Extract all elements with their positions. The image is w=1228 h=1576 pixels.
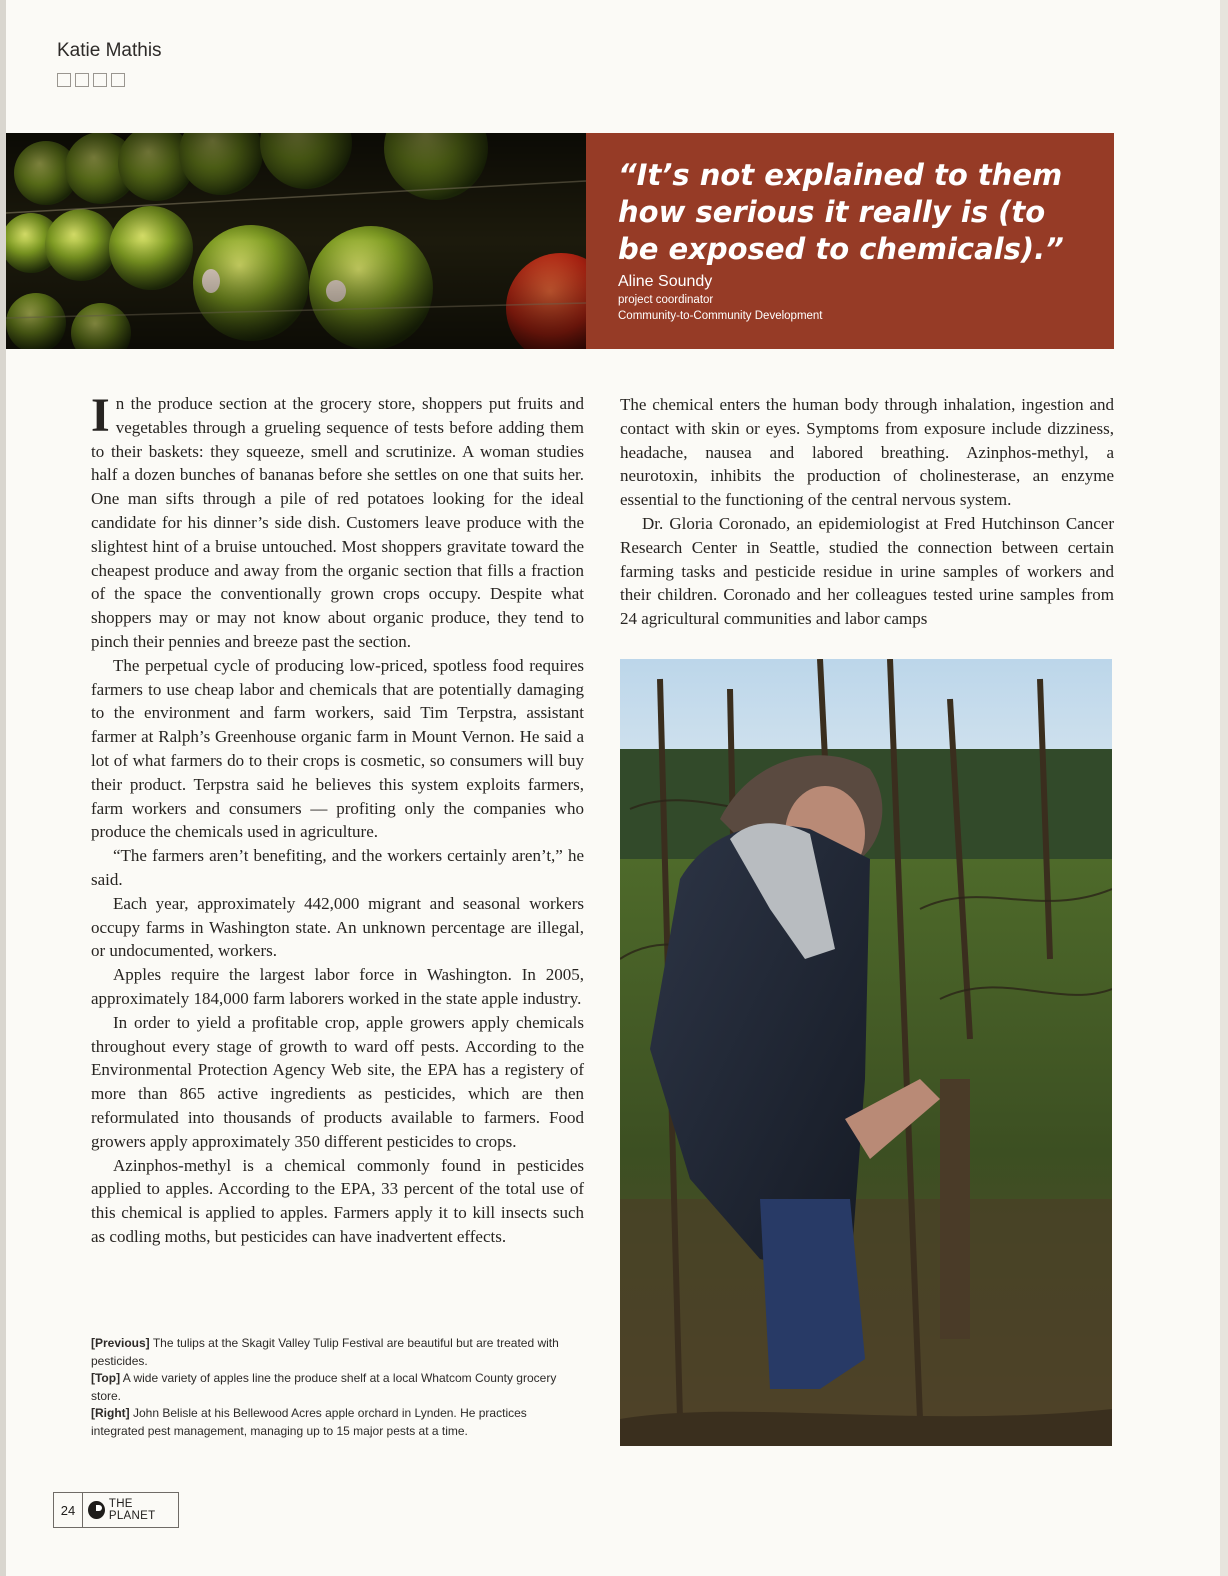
- apples-photo: [6, 133, 586, 349]
- photo-captions: [91, 1335, 581, 1441]
- orchard-photo: [620, 659, 1112, 1446]
- article-paragraph: Each year, approximately 442,000 migrant and seasonal workers occupy farms in Washington state. An unknown percentage are illegal, or undocumented, workers.: [91, 893, 584, 961]
- quote-attribution-name: Aline Soundy: [618, 273, 713, 290]
- caption-previous: [Previous] The tulips at the Skagit Valley Tulip Festival are beautiful but are treated with pesticides.: [91, 1336, 559, 1368]
- planet-logo-icon: [88, 1501, 105, 1519]
- article-paragraph: In order to yield a profitable crop, apple growers apply chemicals throughout every stage of growth to ward off pests. According to the Environmental Protection Agency Web site, the EPA has a registery of more than 865 active ingredients as pesticides, which are then reformulated into thousands of products available to farmers. Food growers apply approximately 350 different pesticides to crops.: [91, 1012, 584, 1151]
- byline-ornament: [57, 73, 125, 87]
- author-byline: Katie Mathis: [57, 40, 162, 61]
- article-column-left: [91, 389, 584, 1249]
- page-footer: [53, 1492, 179, 1528]
- article-paragraph: The perpetual cycle of producing low-priced, spotless food requires farmers to use cheap labor and chemicals that are potentially damaging to the environment and farm workers, said Tim Terpstra, assistant farmer at Ralph’s Greenhouse organic farm in Mount Vernon. He said a lot of what farmers do to their crops is cosmetic, so consumers will buy their product. Terpstra said he believes this system exploits farmers, farm workers and consumers — profiting only the companies who produce the chemicals used in agriculture.: [91, 655, 584, 842]
- drop-cap: I: [91, 389, 110, 442]
- pull-quote-text: “It’s not explained to them how serious it really is (to be exposed to chemicals).”: [618, 158, 1064, 266]
- quote-attribution-role: project coordinator: [618, 294, 714, 306]
- caption-right: [Right] John Belisle at his Bellewood Acres apple orchard in Lynden. He practices integrated pest management, managing up to 15 major pests at a time.: [91, 1406, 527, 1438]
- orchard-photo-illustration: [620, 659, 1112, 1446]
- article-column-right: [620, 393, 1114, 631]
- article-paragraph: The chemical enters the human body through inhalation, ingestion and contact with skin or eyes. Symptoms from exposure include dizziness, headache, nausea and labored breathing. Azinphos-methyl, a neurotoxin, inhibits the production of cholinesterase, an enzyme essential to the functioning of the central nervous system.: [620, 395, 1114, 510]
- article-paragraph: In the produce section at the grocery store, shoppers put fruits and vegetables through a grueling sequence of tests before adding them to their baskets: they squeeze, smell and scrutinize. A woman studies half a dozen bunches of bananas before she settles on one that suits her. One man sifts through a pile of red potatoes looking for the ideal candidate for his dinner’s side dish. Customers leave produce with the slightest hint of a bruise untouched. Most shoppers gravitate toward the cheapest produce and away from the organic section that fills a fraction of the space the conventionally grown crops occupy. Despite what shoppers may or may not know about organic produce, they tend to pinch their pennies and breeze past the section.: [91, 389, 584, 651]
- pull-quote: [586, 133, 1114, 349]
- publication-name: THE PLANET: [108, 1498, 156, 1522]
- article-paragraph: Dr. Gloria Coronado, an epidemiologist at Fred Hutchinson Cancer Research Center in Seattle, studied the connection between certain farming tasks and pesticide residue in urine samples of workers and their children. Coronado and her colleagues tested urine samples from 24 agricultural communities and labor camps: [620, 513, 1114, 629]
- page-number: 24: [54, 1493, 83, 1527]
- article-paragraph: Azinphos-methyl is a chemical commonly found in pesticides applied to apples. According to the EPA, 33 percent of the total use of this chemical is applied to apples. Farmers apply it to kill insects such as codling moths, but pesticides can have inadvertent effects.: [91, 1155, 584, 1246]
- quote-attribution-organization: Community-to-Community Development: [618, 310, 823, 322]
- article-paragraph: Apples require the largest labor force in Washington. In 2005, approximately 184,000 farm laborers worked in the state apple industry.: [91, 965, 584, 1008]
- page-edge-right: [1220, 0, 1228, 1576]
- caption-top: [Top] A wide variety of apples line the produce shelf at a local Whatcom County grocery store.: [91, 1371, 557, 1403]
- apples-photo-illustration: [6, 133, 586, 349]
- banner: [6, 133, 1114, 349]
- article-paragraph: “The farmers aren’t benefiting, and the workers certainly aren’t,” he said.: [91, 846, 584, 889]
